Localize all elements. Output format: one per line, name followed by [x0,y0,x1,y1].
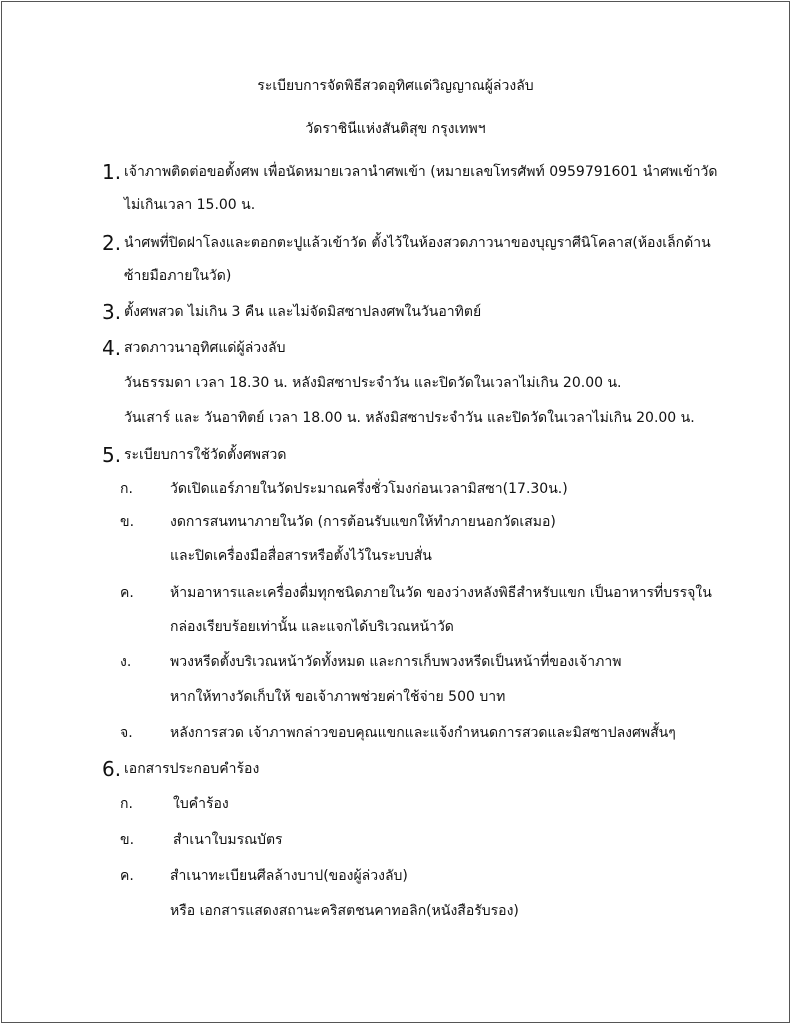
item-text: ไม่เกินเวลา 15.00 น. [124,197,256,213]
subitem-text: หลังการสวด เจ้าภาพกล่าวขอบคุณแขกและแจ้งกำหนดการสวดและมิสซาปลงศพสั้นๆ [170,725,676,741]
subitem-letter: ค. [120,585,134,601]
subitem-letter: ข. [120,514,135,530]
subitem-text: ใบคำร้อง [173,796,229,812]
subitem-text: ห้ามอาหารและเครื่องดื่มทุกชนิดภายในวัด ของว่างหลังพิธีสำหรับแขก เป็นอาหารที่บรรจุใน [170,585,712,601]
subitem-text: สำเนาใบมรณบัตร [173,832,283,848]
item-text: ระเบียบการใช้วัดตั้งศพสวด [124,447,287,463]
subitem-letter: ก. [120,481,133,497]
item-text: วันธรรมดา เวลา 18.30 น. หลังมิสซาประจำวัน และปิดวัดในเวลาไม่เกิน 20.00 น. [124,375,622,391]
item-number: 4. [102,336,122,360]
item-text: วันเสาร์ และ วันอาทิตย์ เวลา 18.00 น. หลังมิสซาประจำวัน และปิดวัดในเวลาไม่เกิน 20.00 น. [124,410,695,426]
item-text: ซ้ายมือภายในวัด) [124,268,232,284]
subitem-letter: จ. [120,725,133,741]
document-subtitle: วัดราชินีแห่งสันติสุข กรุงเทพฯ [305,121,486,137]
subitem-text: งดการสนทนาภายในวัด (การต้อนรับแขกให้ทำภายนอกวัดเสมอ) [170,514,556,530]
subitem-text: สำเนาทะเบียนศีลล้างบาป(ของผู้ล่วงลับ) [170,868,408,884]
subitem-text: พวงหรีดตั้งบริเวณหน้าวัดทั้งหมด และการเก็บพวงหรีดเป็นหน้าที่ของเจ้าภาพ [170,654,622,670]
item-text: เจ้าภาพติดต่อขอตั้งศพ เพื่อนัดหมายเวลานำศพเข้า (หมายเลขโทรศัพท์ 0959791601 นำศพเข้าวัด [124,164,718,180]
item-text: สวดภาวนาอุทิศแด่ผู้ล่วงลับ [124,340,286,356]
subitem-text: และปิดเครื่องมือสื่อสารหรือตั้งไว้ในระบบสั่น [170,548,432,564]
item-number: 1. [102,160,122,184]
subitem-letter: ค. [120,868,134,884]
item-number: 6. [102,757,122,781]
subitem-text: วัดเปิดแอร์ภายในวัดประมาณครึ่งชั่วโมงก่อนเวลามิสซา(17.30น.) [170,481,568,497]
subitem-text: หากให้ทางวัดเก็บให้ ขอเจ้าภาพช่วยค่าใช้จ่าย 500 บาท [170,689,506,705]
item-text: นำศพที่ปิดฝาโลงและตอกตะปูแล้วเข้าวัด ตั้งไว้ในห้องสวดภาวนาของบุญราศีนิโคลาส(ห้องเล็กด้าน [124,235,711,251]
item-number: 2. [102,231,122,255]
item-text: เอกสารประกอบคำร้อง [124,761,260,777]
document-title: ระเบียบการจัดพิธีสวดอุทิศแด่วิญญาณผู้ล่วงลับ [257,78,534,94]
subitem-letter: ก. [120,796,133,812]
subitem-letter: ข. [120,832,135,848]
subitem-text: กล่องเรียบร้อยเท่านั้น และแจกได้บริเวณหน้าวัด [170,619,454,635]
subitem-text: หรือ เอกสารแสดงสถานะคริสตชนคาทอลิก(หนังสือรับรอง) [170,903,519,919]
item-number: 3. [102,300,122,324]
subitem-letter: ง. [120,654,132,670]
item-number: 5. [102,443,122,467]
item-text: ตั้งศพสวด ไม่เกิน 3 คืน และไม่จัดมิสซาปลงศพในวันอาทิตย์ [124,304,482,320]
